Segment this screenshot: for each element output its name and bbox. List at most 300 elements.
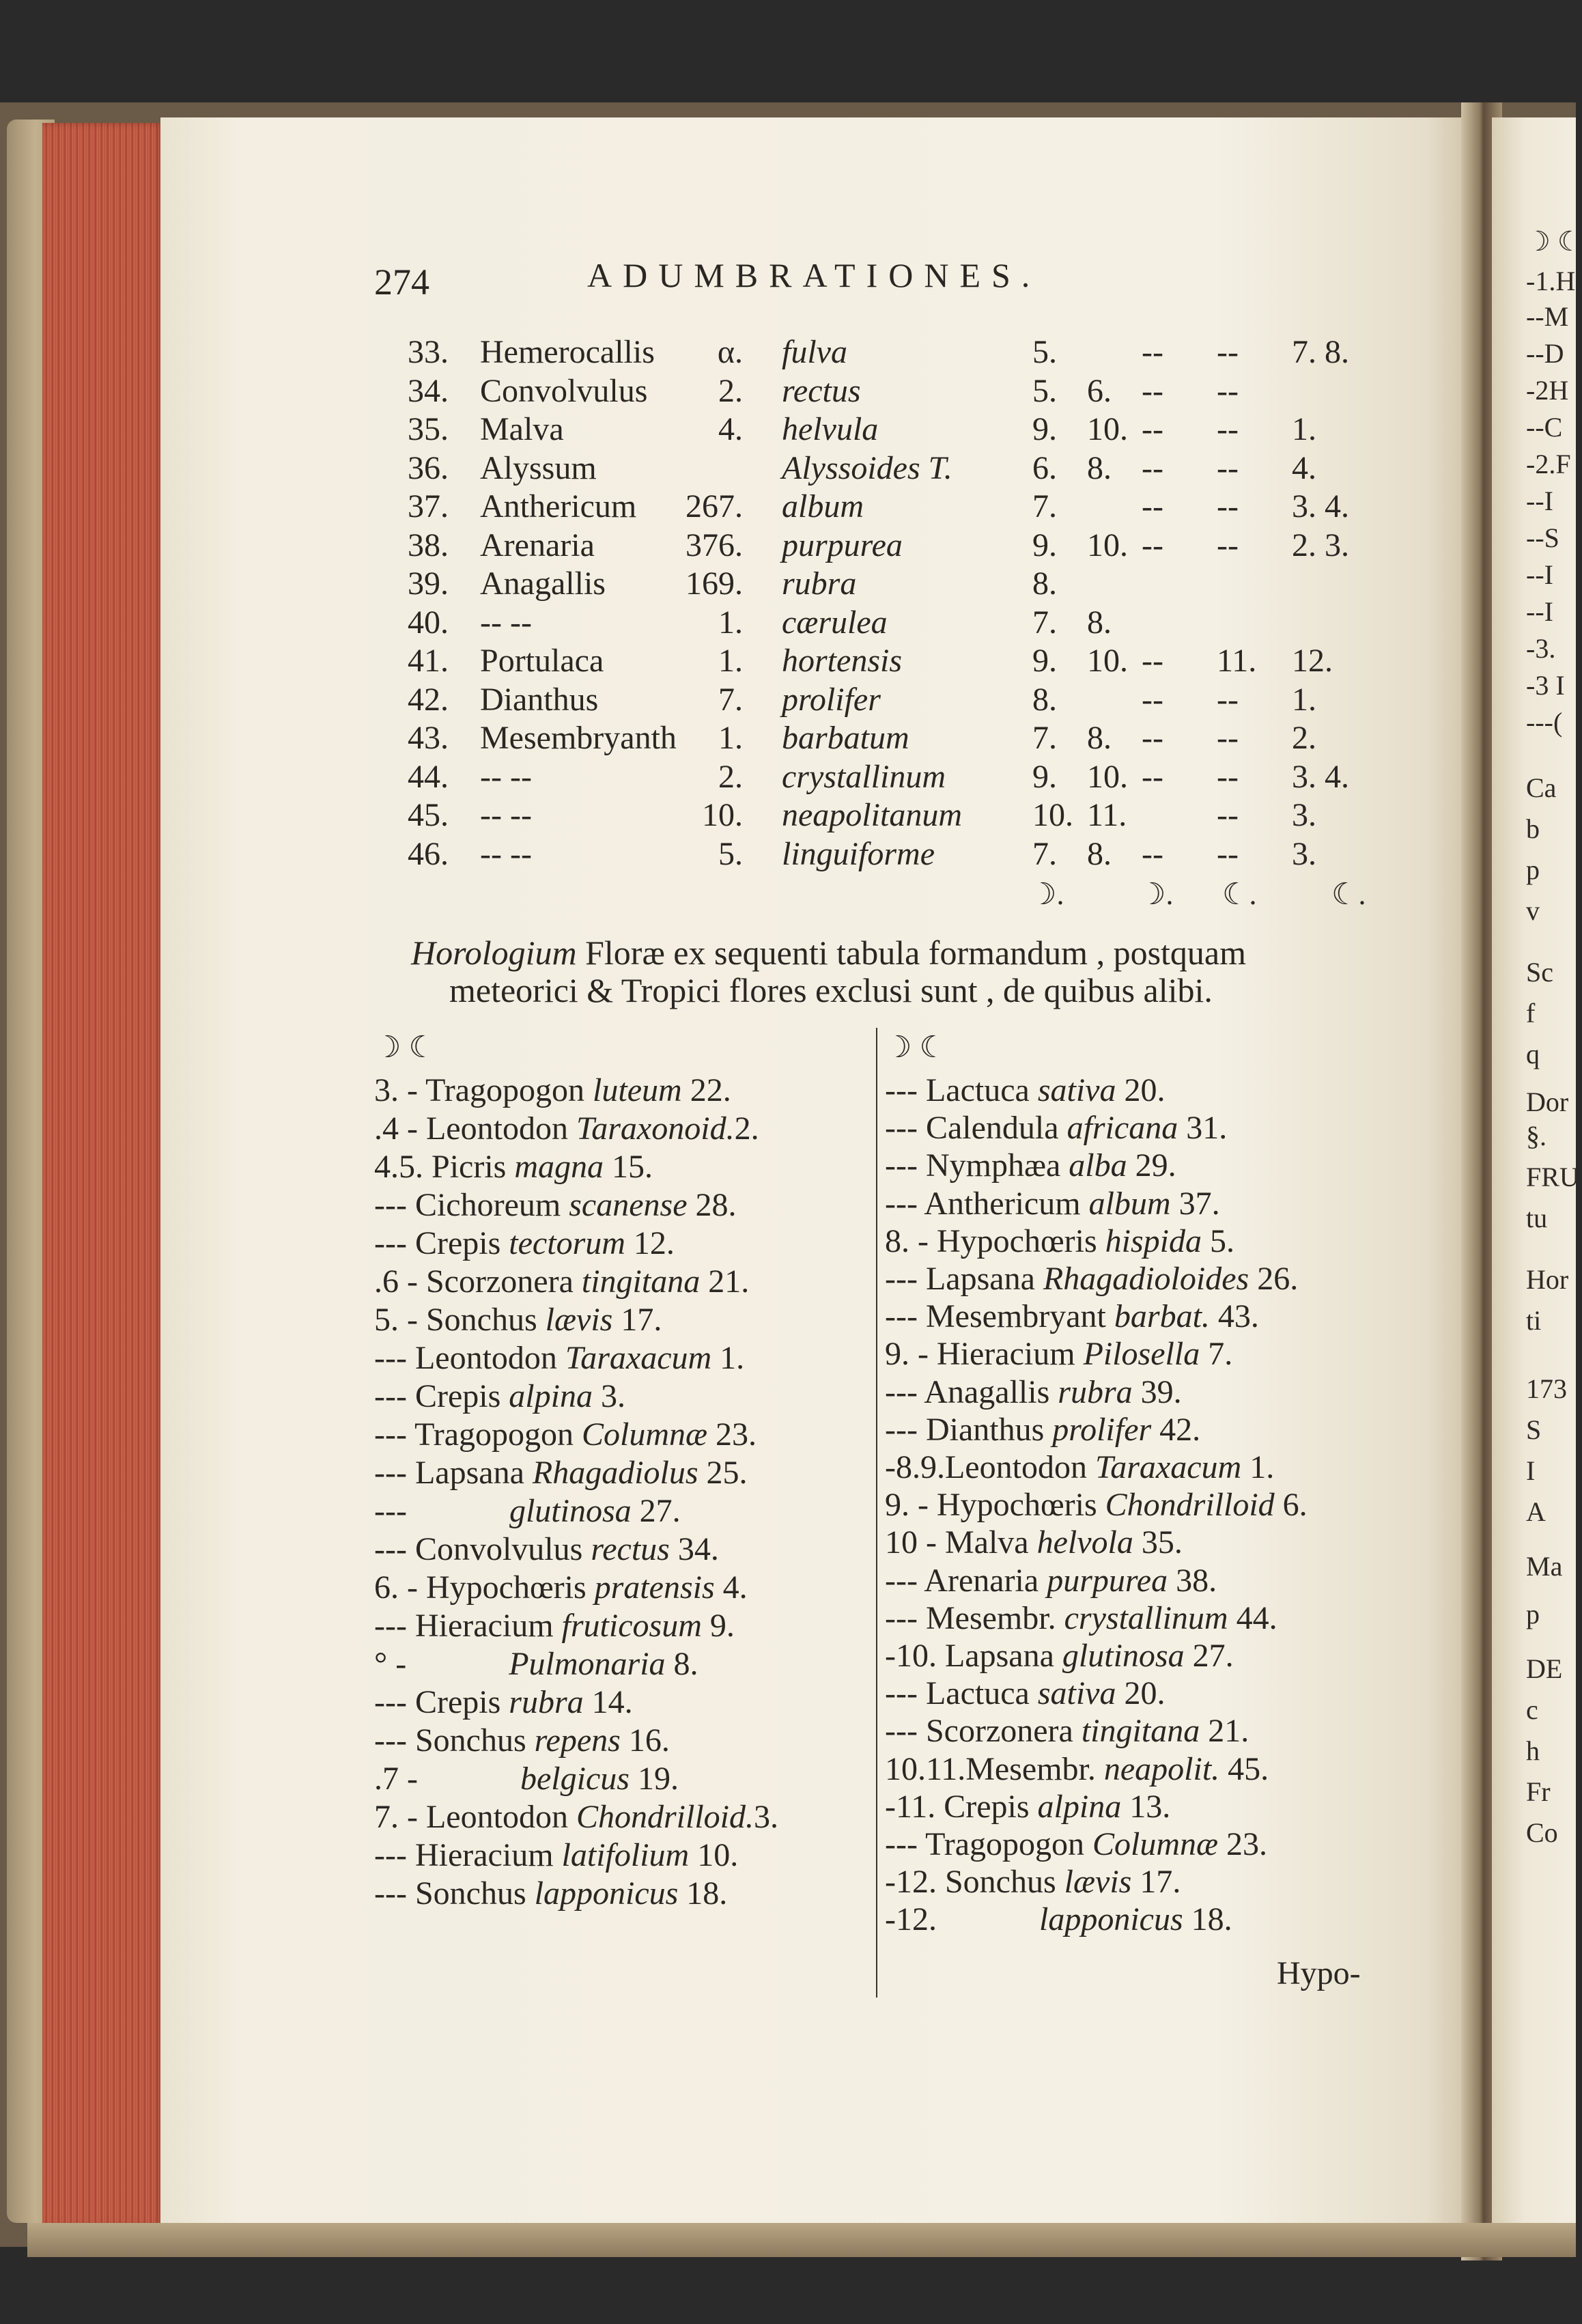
item-prefix: --- Nymphæa — [885, 1147, 1069, 1184]
genus-name: -- -- — [480, 797, 532, 833]
hour-col-4: -- — [1217, 372, 1239, 409]
item-number: 18. — [1183, 1901, 1232, 1938]
item-number: 45. — [1219, 1750, 1269, 1787]
row-number: 39. — [408, 565, 449, 602]
item-prefix: 8. - Hypochœris — [885, 1222, 1105, 1259]
item-species: pratensis — [594, 1569, 715, 1606]
intro-line-1 — [411, 936, 1246, 970]
item-species: crystallinum — [1064, 1599, 1228, 1636]
species-name: Alyssoides T. — [782, 449, 952, 486]
item-number: 22. — [681, 1072, 731, 1108]
facing-page-fragment: h — [1526, 1735, 1540, 1766]
list-item — [885, 1489, 1308, 1522]
item-species: album — [1088, 1185, 1171, 1222]
list-item — [885, 1112, 1227, 1145]
facing-page-fragment: --I — [1526, 486, 1553, 516]
item-number: 19. — [629, 1761, 679, 1797]
facing-page-fragment: q — [1526, 1039, 1540, 1069]
list-item — [374, 1342, 744, 1375]
hour-col-2: 8. — [1087, 604, 1112, 641]
item-prefix: ° - — [374, 1646, 407, 1682]
list-item — [374, 1189, 737, 1222]
item-prefix: --- Anagallis — [885, 1373, 1058, 1410]
item-number: 2. — [734, 1110, 759, 1147]
facing-page-fragment: -1.H — [1526, 266, 1576, 296]
hour-col-3: -- — [1142, 372, 1163, 409]
hour-col-4: -- — [1217, 411, 1239, 447]
item-species: helvola — [1036, 1524, 1133, 1561]
item-species: Taraxonoid. — [576, 1110, 735, 1147]
facing-page-fragment: ti — [1526, 1305, 1542, 1336]
item-prefix: --- Scorzonera — [885, 1713, 1082, 1750]
facing-page-fragment: tu — [1526, 1203, 1548, 1233]
item-species: rubra — [509, 1684, 584, 1720]
item-prefix: --- Anthericum — [885, 1185, 1089, 1222]
item-prefix: --- Tragopogon — [374, 1416, 582, 1453]
hour-col-3: -- — [1142, 411, 1163, 447]
list-item — [374, 1648, 698, 1681]
facing-page-fragment: -2.F — [1526, 449, 1571, 479]
list-item — [374, 1457, 748, 1489]
item-number: 17. — [1131, 1864, 1181, 1901]
item-prefix: 6. - Hypochœris — [374, 1569, 595, 1606]
reference-number: 1. — [718, 604, 743, 641]
hour-col-3: -- — [1142, 835, 1163, 872]
hour-col-4: -- — [1217, 835, 1239, 872]
item-species: luteum — [593, 1072, 682, 1108]
item-species: sativa — [1037, 1675, 1116, 1712]
facing-page-fragment: -3 I — [1526, 670, 1565, 701]
item-number: 3. — [754, 1799, 778, 1835]
item-species: alpina — [509, 1378, 593, 1414]
item-prefix: -11. Crepis — [885, 1788, 1038, 1825]
item-prefix: --- Leontodon — [374, 1340, 565, 1376]
hour-col-1: 8. — [1032, 681, 1057, 718]
hour-col-3: -- — [1142, 643, 1163, 679]
hour-col-4: -- — [1217, 720, 1239, 756]
facing-page-fragment: Ma — [1526, 1551, 1563, 1582]
facing-page-fragment: Fr — [1526, 1776, 1551, 1807]
item-number: 10. — [689, 1837, 739, 1873]
facing-page-fragment: p — [1526, 854, 1540, 885]
hour-col-3: -- — [1142, 758, 1163, 795]
reference-number: 7. — [718, 681, 743, 718]
item-number: 21. — [700, 1263, 750, 1300]
item-prefix: 3. - Tragopogon — [374, 1072, 593, 1108]
hour-col-1: 9. — [1032, 411, 1057, 447]
list-item — [885, 1866, 1181, 1899]
hour-col-1: 9. — [1032, 643, 1057, 679]
hour-col-1: 7. — [1032, 720, 1057, 756]
item-species: prolifer — [1052, 1411, 1152, 1448]
facing-page-fragment: Hor — [1526, 1264, 1569, 1295]
item-prefix: --- Cichoreum — [374, 1187, 569, 1223]
hour-col-5: 2. — [1292, 720, 1316, 756]
item-species: barbat. — [1114, 1298, 1210, 1335]
item-number: 42. — [1151, 1411, 1201, 1448]
hour-col-1: 7. — [1032, 835, 1057, 872]
item-number: 44. — [1228, 1599, 1277, 1636]
item-prefix: 5. - Sonchus — [374, 1302, 546, 1338]
facing-page-fragment: --M — [1526, 301, 1569, 332]
facing-page-fragment: I — [1526, 1455, 1536, 1486]
list-item — [374, 1495, 681, 1528]
species-name: prolifer — [782, 681, 881, 718]
hour-col-5: 7. 8. — [1292, 334, 1349, 370]
species-name: neapolitanum — [782, 797, 962, 833]
facing-page-fragment: -2H — [1526, 375, 1569, 406]
item-species: belgicus — [520, 1761, 630, 1797]
list-item — [374, 1533, 719, 1566]
item-species: scanense — [569, 1187, 688, 1223]
facing-page-fragment: Dor — [1526, 1087, 1569, 1117]
item-species: Chondrilloid. — [576, 1799, 754, 1835]
item-prefix: --- Hieracium — [374, 1608, 562, 1644]
hour-col-2: 10. — [1087, 527, 1128, 563]
right-column-moon-head: ☽ ☾ — [885, 1031, 946, 1064]
item-prefix: 4.5. Picris — [374, 1149, 515, 1185]
item-species: tectorum — [509, 1225, 625, 1261]
item-species: tingitana — [581, 1263, 701, 1300]
item-species: africana — [1067, 1110, 1178, 1147]
list-item — [885, 1451, 1274, 1484]
list-item — [374, 1304, 662, 1336]
hour-col-4: -- — [1217, 449, 1239, 486]
genus-name: Dianthus — [480, 681, 599, 718]
species-name: crystallinum — [782, 758, 946, 795]
hour-col-2: 11. — [1087, 797, 1127, 833]
intro-line-1-text: Floræ ex sequenti tabula formandum , postquam — [576, 934, 1247, 972]
item-prefix: --- Mesembr. — [885, 1599, 1064, 1636]
facing-page-fragment: ---( — [1526, 707, 1563, 738]
item-number: 39. — [1132, 1373, 1182, 1410]
hour-col-1: 5. — [1032, 372, 1057, 409]
list-item — [885, 1640, 1234, 1672]
list-item — [885, 1715, 1249, 1748]
item-prefix: --- Tragopogon — [885, 1826, 1093, 1862]
hour-col-4: 11. — [1217, 643, 1257, 679]
list-item — [885, 1373, 1182, 1410]
list-item — [885, 1263, 1298, 1296]
facing-page — [1492, 117, 1582, 2235]
hour-col-1: 7. — [1032, 604, 1057, 641]
item-prefix: --- Lapsana — [885, 1261, 1043, 1297]
item-number: 35. — [1133, 1524, 1183, 1561]
item-prefix: -10. Lapsana — [885, 1638, 1062, 1674]
item-prefix: --- Crepis — [374, 1684, 509, 1720]
hour-col-3: -- — [1142, 488, 1163, 524]
item-prefix: -12. — [885, 1901, 937, 1938]
red-page-edges — [42, 123, 164, 2226]
list-item — [885, 1338, 1232, 1371]
list-item — [374, 1151, 653, 1184]
item-number: 15. — [604, 1149, 653, 1185]
hour-col-3: -- — [1142, 681, 1163, 718]
item-number: 27. — [1184, 1638, 1234, 1674]
reference-number: 10. — [702, 797, 743, 833]
item-species: purpurea — [1047, 1562, 1168, 1599]
item-prefix: .7 - — [374, 1761, 418, 1797]
column-divider — [876, 1028, 877, 1998]
row-number: 40. — [408, 604, 449, 641]
list-item — [885, 1562, 1217, 1599]
species-name: helvula — [782, 411, 879, 447]
hour-col-4: -- — [1217, 681, 1239, 718]
row-number: 37. — [408, 488, 449, 524]
facing-page-fragment: ☽ ☾ — [1526, 226, 1582, 257]
hour-col-5: 3. 4. — [1292, 758, 1349, 795]
item-number: 4. — [714, 1569, 748, 1606]
genus-name: Arenaria — [480, 527, 595, 563]
facing-page-fragment: A — [1526, 1496, 1546, 1527]
hour-col-3: -- — [1142, 334, 1163, 370]
species-name: purpurea — [782, 527, 903, 563]
species-name: rubra — [782, 565, 857, 602]
item-species: sativa — [1037, 1072, 1116, 1108]
item-species: Taraxacum — [1094, 1449, 1242, 1485]
item-prefix: -12. Sonchus — [885, 1864, 1064, 1901]
hour-col-2: 8. — [1087, 720, 1112, 756]
genus-name: -- -- — [480, 758, 532, 795]
item-species: lapponicus — [534, 1875, 679, 1912]
species-name: rectus — [782, 372, 861, 409]
row-number: 34. — [408, 372, 449, 409]
list-item — [374, 1610, 735, 1642]
facing-page-fragment: §. — [1526, 1121, 1546, 1151]
page-number: 274 — [374, 262, 429, 303]
item-number: 16. — [620, 1722, 670, 1759]
item-prefix: --- Lactuca — [885, 1675, 1038, 1712]
list-item — [374, 1763, 679, 1795]
reference-number: α. — [717, 334, 743, 370]
list-item — [374, 1571, 748, 1604]
hour-col-5: 2. 3. — [1292, 527, 1349, 563]
item-number: 28. — [687, 1187, 737, 1223]
item-number: 26. — [1249, 1261, 1299, 1297]
species-name: fulva — [782, 334, 847, 370]
item-species: repens — [534, 1722, 621, 1759]
genus-name: Portulaca — [480, 643, 604, 679]
hour-col-4: -- — [1217, 797, 1239, 833]
item-prefix: --- Lapsana — [374, 1455, 533, 1491]
item-species: alpina — [1037, 1788, 1122, 1825]
item-species: magna — [514, 1149, 604, 1185]
item-species: Pilosella — [1083, 1336, 1200, 1373]
row-number: 46. — [408, 835, 449, 872]
reference-number: 1. — [718, 643, 743, 679]
item-species: tingitana — [1081, 1713, 1200, 1750]
item-species: rectus — [591, 1531, 670, 1567]
list-item — [374, 1839, 738, 1872]
reference-number: 2. — [718, 372, 743, 409]
species-name: cærulea — [782, 604, 888, 641]
hour-col-5: 4. — [1292, 449, 1316, 486]
facing-page-fragment: -3. — [1526, 633, 1556, 664]
hour-col-2: 8. — [1087, 449, 1112, 486]
list-item — [885, 1903, 1232, 1936]
row-number: 35. — [408, 411, 449, 447]
item-prefix: 9. - Hieracium — [885, 1336, 1084, 1373]
list-item — [374, 1801, 778, 1834]
reference-number: 267. — [686, 488, 743, 524]
item-number: 34. — [669, 1531, 719, 1567]
list-item — [885, 1149, 1176, 1182]
item-species: Rhagadioloides — [1043, 1261, 1249, 1297]
list-item — [374, 1877, 727, 1910]
item-number: 14. — [583, 1684, 633, 1720]
item-species: hispida — [1105, 1222, 1202, 1259]
facing-page-fragment: --I — [1526, 559, 1553, 590]
facing-page-fragment: FRU — [1526, 1162, 1579, 1192]
hour-col-4: -- — [1217, 334, 1239, 370]
list-item — [885, 1222, 1234, 1259]
list-item — [374, 1686, 633, 1719]
item-species: alba — [1069, 1147, 1127, 1184]
item-prefix: --- Lactuca — [885, 1072, 1038, 1108]
row-number: 43. — [408, 720, 449, 756]
facing-page-fragment: S — [1526, 1414, 1542, 1445]
facing-page-fragment: DE — [1526, 1653, 1563, 1684]
item-prefix: --- Sonchus — [374, 1875, 535, 1912]
genus-name: Convolvulus — [480, 372, 648, 409]
list-item — [374, 1724, 670, 1757]
hour-col-2: 8. — [1087, 835, 1112, 872]
list-item — [885, 1599, 1277, 1636]
item-number: 25. — [698, 1455, 748, 1491]
item-prefix: --- Convolvulus — [374, 1531, 591, 1567]
list-item — [885, 1300, 1259, 1333]
hour-col-5: 1. — [1292, 681, 1316, 718]
hour-col-2: 10. — [1087, 411, 1128, 447]
hour-col-1: 9. — [1032, 758, 1057, 795]
genus-name: Anthericum — [480, 488, 637, 524]
item-prefix: --- Crepis — [374, 1225, 509, 1261]
hour-col-3: -- — [1142, 449, 1163, 486]
list-item — [374, 1227, 675, 1260]
genus-name: Malva — [480, 411, 564, 447]
facing-page-fragment: p — [1526, 1599, 1540, 1629]
list-item — [885, 1677, 1165, 1710]
item-prefix: .6 - Scorzonera — [374, 1263, 582, 1300]
item-number: 9. — [701, 1608, 735, 1644]
running-title: ADUMBRATIONES. — [587, 256, 1041, 294]
reference-number: 376. — [686, 527, 743, 563]
item-prefix: 10.11.Mesembr. — [885, 1750, 1104, 1787]
genus-name: Mesembryanth — [480, 720, 677, 756]
row-number: 41. — [408, 643, 449, 679]
genus-name: Alyssum — [480, 449, 597, 486]
hour-col-2: 6. — [1087, 372, 1112, 409]
item-prefix: --- Arenaria — [885, 1562, 1047, 1599]
item-prefix: --- Mesembryant — [885, 1298, 1114, 1335]
hour-col-5: 1. — [1292, 411, 1316, 447]
item-prefix: --- Calendula — [885, 1110, 1067, 1147]
species-name: barbatum — [782, 720, 909, 756]
facing-page-fragment: Sc — [1526, 957, 1553, 988]
facing-page-fragment: Ca — [1526, 772, 1557, 803]
species-name: album — [782, 488, 864, 524]
item-prefix: --- Sonchus — [374, 1722, 535, 1759]
item-species: lævis — [545, 1302, 613, 1338]
item-number: 8. — [665, 1646, 698, 1682]
item-species: glutinosa — [509, 1493, 632, 1529]
hour-col-3: -- — [1142, 720, 1163, 756]
list-item — [885, 1828, 1267, 1861]
item-number: 6. — [1274, 1487, 1308, 1524]
item-prefix: --- Crepis — [374, 1378, 509, 1414]
reference-number: 1. — [718, 720, 743, 756]
item-prefix: -8.9.Leontodon — [885, 1449, 1095, 1485]
hour-col-1: 6. — [1032, 449, 1057, 486]
species-name: linguiforme — [782, 835, 935, 872]
facing-page-fragment: Co — [1526, 1817, 1558, 1848]
list-item — [885, 1750, 1269, 1787]
item-species: Pulmonaria — [509, 1646, 666, 1682]
item-number: 12. — [625, 1225, 675, 1261]
item-species: Columnæ — [1092, 1826, 1219, 1862]
item-prefix: .4 - Leontodon — [374, 1110, 576, 1147]
facing-page-fragment: f — [1526, 998, 1536, 1028]
reference-number: 4. — [718, 411, 743, 447]
facing-page-fragment: c — [1526, 1694, 1538, 1725]
hour-col-4: -- — [1217, 527, 1239, 563]
hour-col-5: 12. — [1292, 643, 1333, 679]
facing-page-fragment: --I — [1526, 596, 1553, 627]
facing-page-fragment: --S — [1526, 522, 1559, 553]
list-item — [374, 1112, 759, 1145]
item-species: latifolium — [561, 1837, 690, 1873]
hour-col-1: 10. — [1032, 797, 1073, 833]
list-item — [885, 1526, 1183, 1559]
item-number: 20. — [1116, 1675, 1166, 1712]
item-prefix: --- Dianthus — [885, 1411, 1053, 1448]
item-species: Chondrilloid — [1105, 1487, 1275, 1524]
item-species: Rhagadiolus — [532, 1455, 698, 1491]
item-number: 23. — [1218, 1826, 1268, 1862]
item-number: 20. — [1116, 1072, 1166, 1108]
item-number: 5. — [1201, 1222, 1234, 1259]
item-number: 17. — [612, 1302, 662, 1338]
facing-page-fragment: 173 — [1526, 1373, 1567, 1404]
intro-italic: Horologium — [411, 934, 577, 972]
hour-col-2: 10. — [1087, 643, 1128, 679]
facing-page-fragment: --C — [1526, 412, 1563, 443]
genus-name: Hemerocallis — [480, 334, 655, 370]
hour-col-1: 8. — [1032, 565, 1057, 602]
hour-col-5: 3. — [1292, 797, 1316, 833]
item-prefix: --- Hieracium — [374, 1837, 562, 1873]
moon-symbol-d: ☾. — [1331, 878, 1366, 911]
hour-col-4: -- — [1217, 488, 1239, 524]
item-species: lævis — [1064, 1864, 1132, 1901]
reference-number: 2. — [718, 758, 743, 795]
item-number: 7. — [1200, 1336, 1233, 1373]
item-prefix: 10 - Malva — [885, 1524, 1037, 1561]
item-number: 1. — [711, 1340, 745, 1376]
item-number: 31. — [1178, 1110, 1228, 1147]
genus-name: -- -- — [480, 835, 532, 872]
facing-page-fragment: --D — [1526, 338, 1564, 369]
genus-name: -- -- — [480, 604, 532, 641]
item-species: Columnæ — [582, 1416, 708, 1453]
reference-number: 169. — [686, 565, 743, 602]
facing-page-fragment: b — [1526, 813, 1540, 844]
item-number: 1. — [1241, 1449, 1275, 1485]
item-prefix: 7. - Leontodon — [374, 1799, 576, 1835]
row-number: 33. — [408, 334, 449, 370]
item-species: Taraxacum — [565, 1340, 712, 1376]
genus-name: Anagallis — [480, 565, 606, 602]
